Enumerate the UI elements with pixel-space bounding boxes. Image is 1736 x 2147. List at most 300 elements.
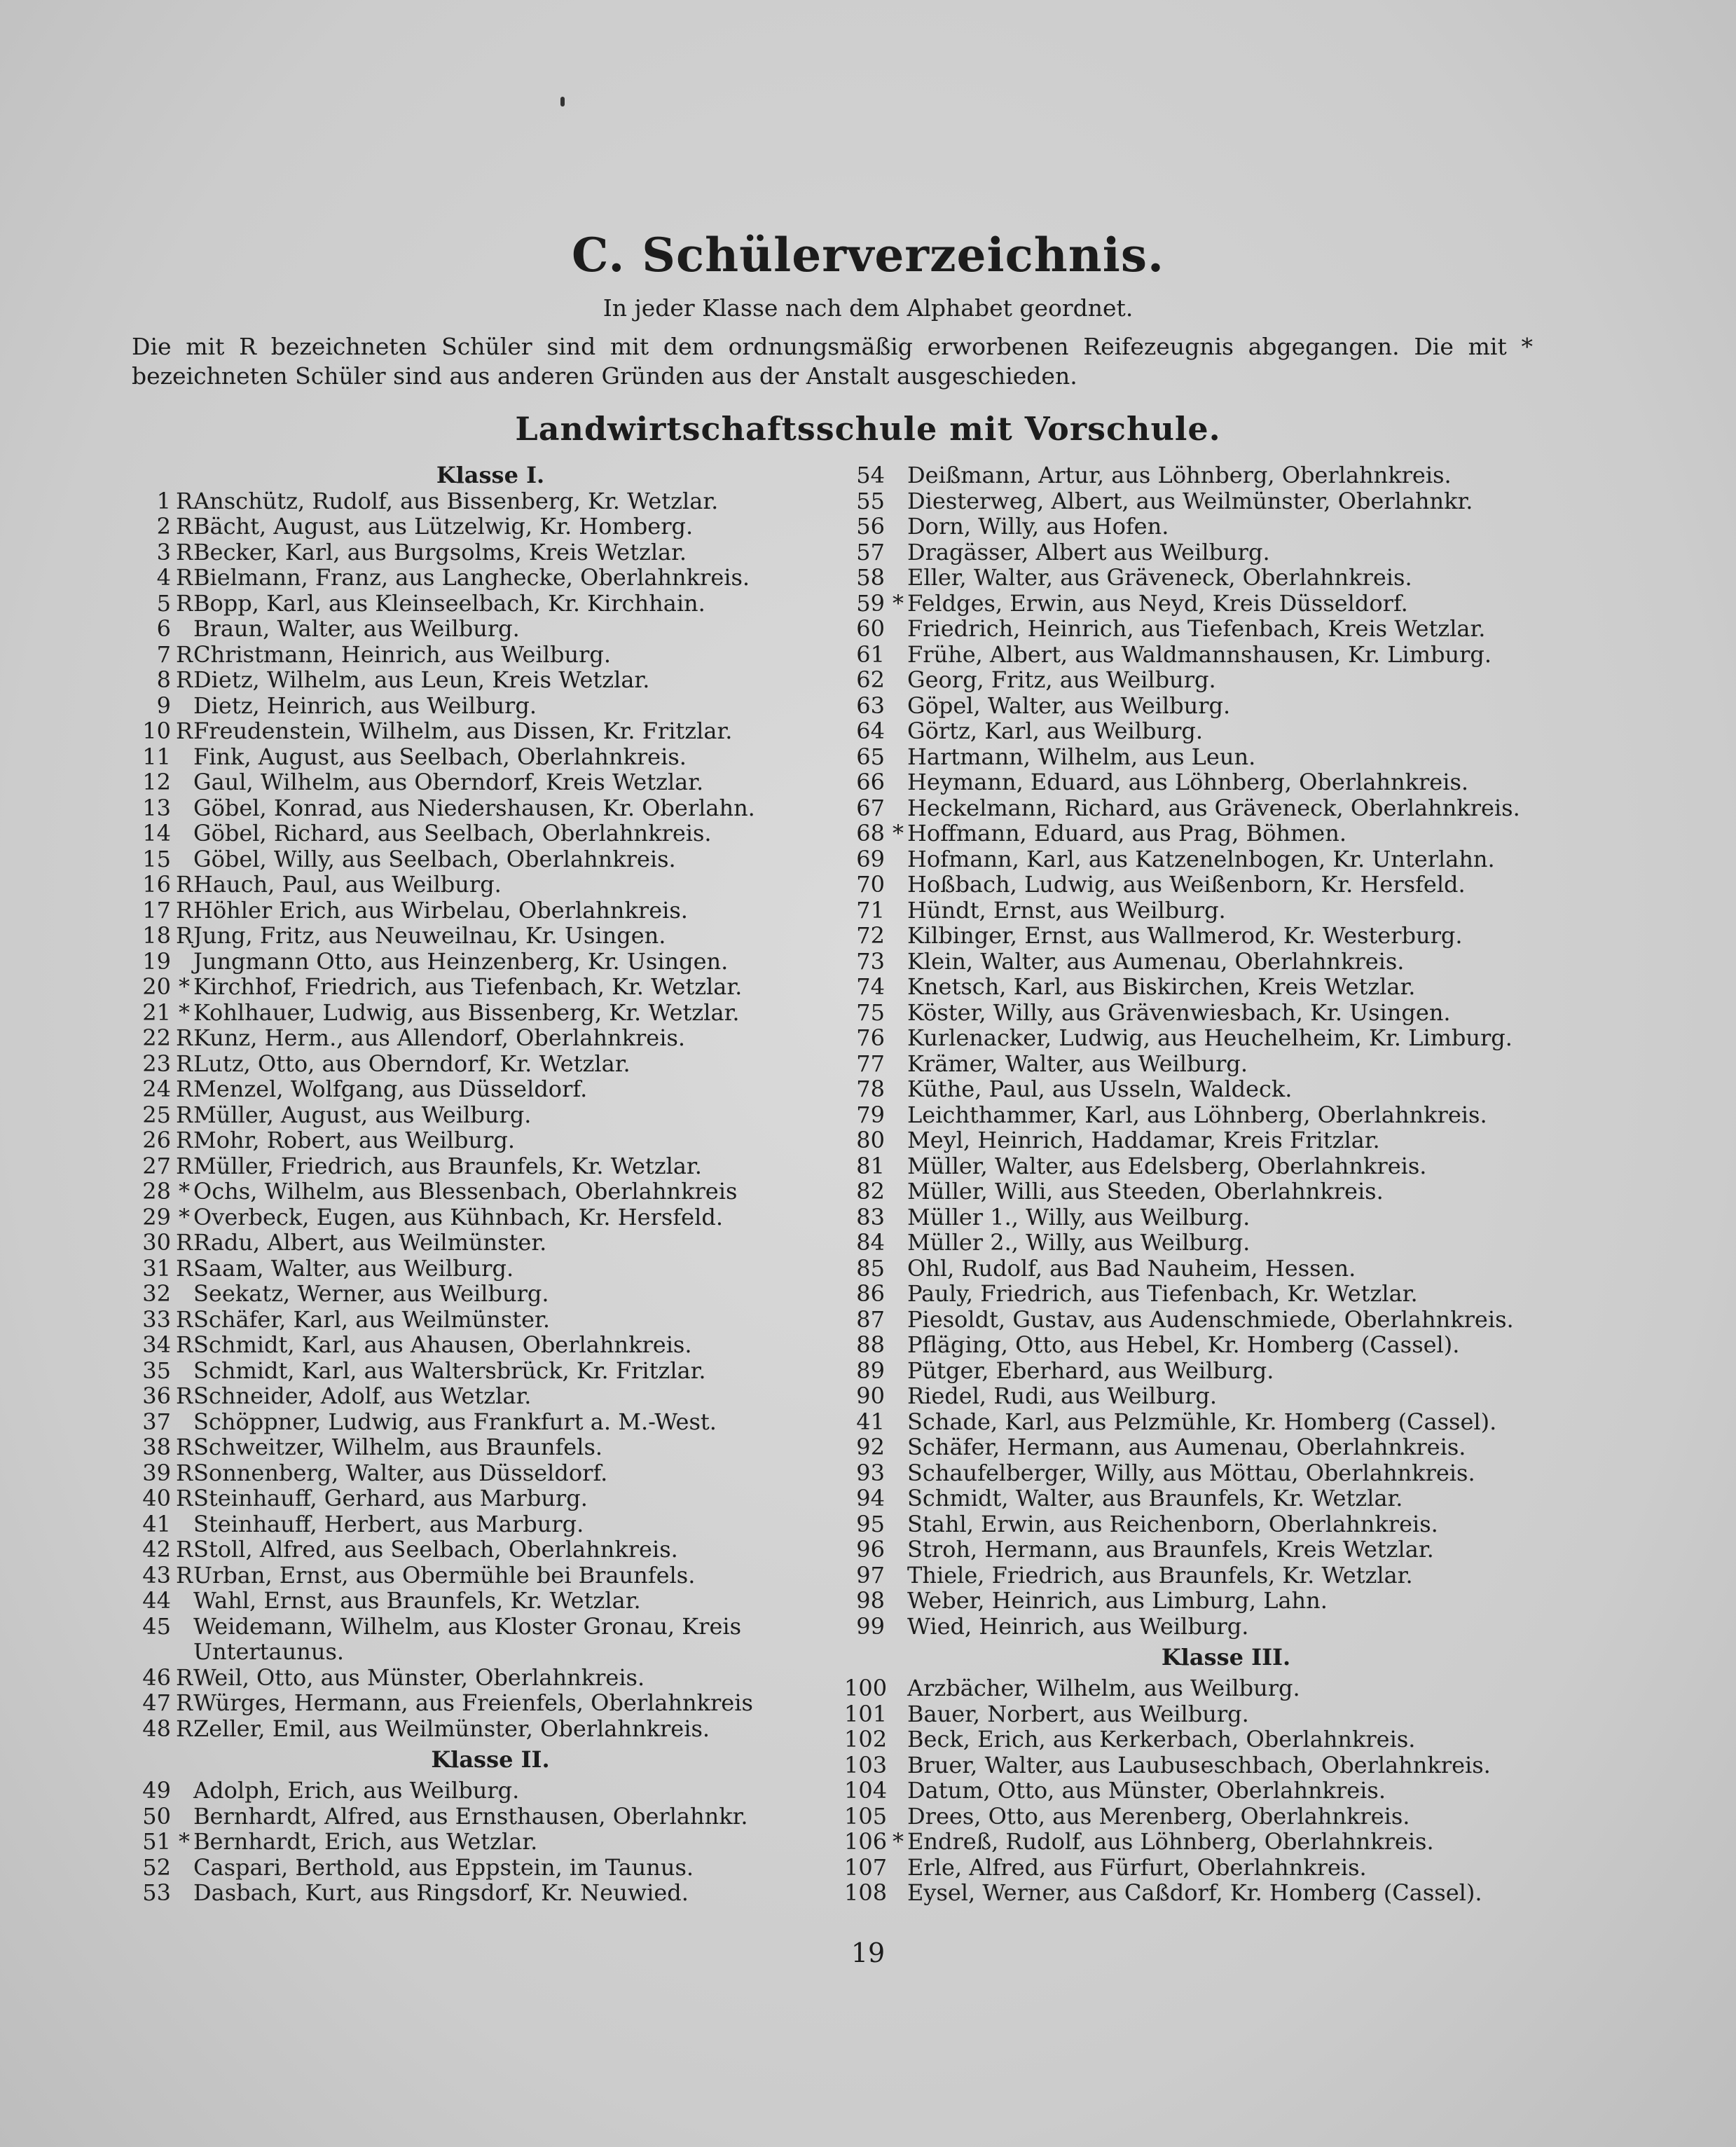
entry-continuation: Untertaunus. [193, 1638, 345, 1665]
entry-number: 84 [856, 1229, 885, 1256]
page-title: C. Schülerverzeichnis. [571, 228, 1164, 282]
entry-mark: * [893, 1828, 904, 1855]
entry-number: 73 [856, 947, 885, 975]
entry-name: Hoffmann, Eduard, aus Prag, Böhmen. [907, 820, 1347, 846]
entry-name: Köster, Willy, aus Grävenwiesbach, Kr. Usingen. [907, 999, 1451, 1026]
student-entry [844, 1102, 1608, 1128]
student-entry [844, 1727, 1608, 1752]
entry-name: Eller, Walter, aus Gräveneck, Oberlahnkreis. [907, 564, 1412, 591]
entry-mark [175, 821, 193, 846]
entry-number: 97 [856, 1561, 885, 1589]
entry-mark [889, 949, 907, 975]
entry-mark [889, 1332, 907, 1358]
entry-number: 38 [142, 1434, 171, 1460]
entry-name: Steinhauff, Gerhard, aus Marburg. [193, 1485, 588, 1511]
entry-number: 27 [142, 1152, 171, 1179]
entry-name: Stroh, Hermann, aus Braunfels, Kreis Wetzlar. [907, 1536, 1434, 1563]
entry-mark [889, 1051, 907, 1077]
entry-name: Leichthammer, Karl, aus Löhnberg, Oberlahnkreis. [907, 1101, 1487, 1128]
student-entry [140, 1000, 841, 1026]
entry-number: 71 [856, 896, 885, 924]
entry-mark: R [175, 1152, 193, 1179]
entry-mark [889, 1153, 907, 1179]
entry-number: 106 [844, 1828, 888, 1855]
entry-number: 36 [142, 1383, 171, 1409]
entry-name: Schäfer, Hermann, aus Aumenau, Oberlahnkreis. [907, 1434, 1466, 1460]
entry-name: Müller 1., Willy, aus Weilburg. [907, 1203, 1251, 1230]
entry-name: Göbel, Willy, aus Seelbach, Oberlahnkreis. [193, 845, 676, 872]
entry-mark: R [175, 922, 193, 949]
entry-name: Schneider, Adolf, aus Wetzlar. [193, 1383, 532, 1409]
entry-mark [889, 514, 907, 540]
student-entry [844, 1880, 1608, 1906]
entry-mark [889, 1804, 907, 1830]
entry-mark [889, 1778, 907, 1804]
page-number: 19 [850, 1937, 886, 1968]
student-entry [140, 1690, 841, 1716]
student-entry [140, 1537, 841, 1563]
entry-number: 24 [142, 1076, 171, 1102]
entry-mark [175, 769, 193, 795]
student-entry [140, 1256, 841, 1282]
entry-mark: * [179, 1178, 190, 1205]
entry-mark: R [175, 1664, 193, 1691]
entry-name: Pütger, Eberhard, aus Weilburg. [907, 1357, 1274, 1384]
student-entry [844, 1752, 1608, 1778]
student-entry [140, 795, 841, 821]
entry-number: 41 [142, 1510, 171, 1537]
entry-name: Bächt, August, aus Lützelwig, Kr. Homberg. [193, 513, 694, 540]
entry-number: 69 [856, 845, 885, 872]
entry-name: Ochs, Wilhelm, aus Blessenbach, Oberlahnkreis [193, 1178, 738, 1205]
entry-mark [889, 1230, 907, 1256]
entry-number: 72 [856, 922, 885, 949]
entry-number: 4 [156, 564, 171, 591]
entry-number: 2 [156, 513, 171, 540]
entry-mark: R [175, 1024, 193, 1051]
entry-mark [889, 693, 907, 719]
student-entry [844, 642, 1608, 668]
entry-number: 96 [856, 1536, 885, 1563]
student-entry [844, 1179, 1608, 1205]
entry-name: Anschütz, Rudolf, aus Bissenberg, Kr. Wetzlar. [193, 487, 719, 514]
entry-name: Mohr, Robert, aus Weilburg. [193, 1127, 516, 1153]
entry-name: Müller, Willi, aus Steeden, Oberlahnkreis. [907, 1178, 1384, 1205]
entry-mark [889, 1701, 907, 1727]
intro-paragraph: Die mit R bezeichneten Schüler sind mit dem ordnungsmäßig erworbenen Reifezeugnis abgegangen. Die mit * bezeichneten Schüler sind aus anderen Gründen aus der Anstalt ausgeschieden. [132, 333, 1533, 390]
entry-number: 63 [856, 692, 885, 719]
entry-number: 20 [142, 973, 171, 1000]
entry-mark [889, 1614, 907, 1640]
student-entry [140, 1563, 841, 1589]
entry-name: Becker, Karl, aus Burgsolms, Kreis Wetzlar. [193, 538, 687, 565]
klasse-heading: Klasse II. [431, 1746, 550, 1773]
entry-name: Bernhardt, Erich, aus Wetzlar. [193, 1828, 538, 1855]
entry-number: 31 [142, 1254, 171, 1282]
student-entry [140, 1665, 841, 1691]
entry-mark: R [175, 1076, 193, 1102]
entry-number: 98 [856, 1587, 885, 1614]
entry-mark: R [175, 513, 193, 540]
student-entry [844, 565, 1608, 591]
student-entry [140, 1855, 841, 1881]
student-entry [140, 1076, 841, 1102]
entry-mark [889, 1358, 907, 1384]
entry-name: Ohl, Rudolf, aus Bad Nauheim, Hessen. [907, 1254, 1356, 1282]
entry-name: Gaul, Wilhelm, aus Oberndorf, Kreis Wetzlar. [193, 769, 704, 795]
entry-name: Adolph, Erich, aus Weilburg. [193, 1777, 520, 1804]
entry-name: Schmidt, Walter, aus Braunfels, Kr. Wetzlar. [907, 1485, 1403, 1511]
page-subtitle: In jeder Klasse nach dem Alphabet geordnet. [602, 294, 1134, 322]
entry-number: 107 [844, 1853, 888, 1881]
entry-name: Schöppner, Ludwig, aus Frankfurt a. M.-West. [193, 1408, 717, 1435]
entry-name: Schmidt, Karl, aus Ahausen, Oberlahnkreis. [193, 1331, 692, 1358]
student-entry [140, 1409, 841, 1435]
entry-name: Stahl, Erwin, aus Reichenborn, Oberlahnkreis. [907, 1510, 1438, 1537]
student-entry [844, 1829, 1608, 1855]
entry-number: 21 [142, 999, 171, 1026]
entry-number: 65 [856, 743, 885, 770]
entry-mark [889, 1511, 907, 1537]
entry-name: Radu, Albert, aus Weilmünster. [193, 1229, 547, 1256]
entry-number: 102 [844, 1726, 888, 1752]
entry-mark [175, 1281, 193, 1307]
entry-number: 92 [856, 1434, 885, 1460]
student-entry [140, 1127, 841, 1153]
student-entry [140, 616, 841, 642]
entry-number: 7 [156, 640, 171, 668]
entry-mark [889, 667, 907, 693]
entry-name: Lutz, Otto, aus Oberndorf, Kr. Wetzlar. [193, 1050, 631, 1077]
student-entry [140, 1205, 841, 1230]
entry-mark [889, 616, 907, 642]
student-entry [844, 667, 1608, 693]
entry-number: 54 [856, 462, 885, 488]
entry-name: Stoll, Alfred, aus Seelbach, Oberlahnkreis. [193, 1536, 678, 1563]
entry-number: 33 [142, 1305, 171, 1333]
student-entry [140, 1614, 841, 1640]
school-heading: Landwirtschaftsschule mit Vorschule. [515, 410, 1221, 448]
entry-number: 76 [856, 1024, 885, 1051]
student-entry [844, 795, 1608, 821]
entry-name: Hofmann, Karl, aus Katzenelnbogen, Kr. Unterlahn. [907, 845, 1495, 872]
entry-name: Würges, Hermann, aus Freienfels, Oberlahnkreis [193, 1689, 753, 1716]
entry-mark: R [175, 640, 193, 668]
student-entry [844, 1778, 1608, 1804]
entry-number: 59 [856, 589, 885, 617]
entry-mark [175, 949, 193, 975]
entry-name: Krämer, Walter, aus Weilburg. [907, 1050, 1248, 1077]
entry-mark [175, 693, 193, 719]
student-entry [140, 1102, 841, 1128]
entry-name: Dietz, Heinrich, aus Weilburg. [193, 692, 537, 719]
entry-name: Hündt, Ernst, aus Weilburg. [907, 896, 1226, 924]
entry-mark [889, 1025, 907, 1051]
student-entry [140, 898, 841, 924]
student-entry [140, 1434, 841, 1460]
entry-name: Müller, August, aus Weilburg. [193, 1101, 532, 1128]
entry-number: 108 [844, 1879, 888, 1906]
entry-number: 58 [856, 564, 885, 591]
entry-name: Heckelmann, Richard, aus Gräveneck, Oberlahnkreis. [907, 794, 1520, 821]
entry-name: Göbel, Richard, aus Seelbach, Oberlahnkreis. [193, 820, 712, 846]
entry-number: 60 [856, 615, 885, 642]
entry-number: 89 [856, 1357, 885, 1384]
entry-mark: R [175, 1050, 193, 1077]
entry-number: 40 [142, 1485, 171, 1511]
student-entry [844, 1358, 1608, 1384]
entry-mark: * [893, 820, 904, 846]
entry-number: 61 [856, 640, 885, 668]
entry-number: 10 [142, 718, 171, 744]
student-entry [844, 1804, 1608, 1830]
entry-mark [889, 1256, 907, 1282]
student-entry [140, 1778, 841, 1804]
entry-mark [889, 1752, 907, 1778]
student-entry [140, 1804, 841, 1830]
entry-name: Pfläging, Otto, aus Hebel, Kr. Homberg (Cassel). [907, 1331, 1460, 1358]
entry-number: 17 [142, 896, 171, 924]
entry-mark [175, 616, 193, 642]
entry-number: 39 [142, 1459, 171, 1486]
student-entry [844, 1307, 1608, 1333]
student-entry [140, 540, 841, 565]
student-entry [844, 1153, 1608, 1179]
entry-name: Wahl, Ernst, aus Braunfels, Kr. Wetzlar. [193, 1587, 641, 1614]
entry-number: 55 [856, 487, 885, 514]
entry-number: 94 [856, 1485, 885, 1511]
entry-number: 45 [142, 1612, 171, 1640]
entry-number: 86 [856, 1280, 885, 1307]
entry-mark [889, 1281, 907, 1307]
student-entry [844, 1000, 1608, 1026]
entry-name: Arzbächer, Wilhelm, aus Weilburg. [907, 1675, 1300, 1701]
entry-mark [889, 1179, 907, 1205]
student-entry [844, 1486, 1608, 1511]
student-entry [140, 1281, 841, 1307]
entry-number: 90 [856, 1383, 885, 1409]
entry-name: Höhler Erich, aus Wirbelau, Oberlahnkreis. [193, 896, 688, 924]
entry-mark: R [175, 1485, 193, 1511]
student-entry [844, 974, 1608, 1000]
entry-mark: R [175, 1689, 193, 1716]
entry-number: 67 [856, 794, 885, 821]
entry-mark [889, 642, 907, 668]
entry-number: 34 [142, 1331, 171, 1358]
student-entry [140, 1880, 841, 1906]
student-entry [140, 514, 841, 540]
student-entry [844, 1614, 1608, 1640]
student-entry [140, 923, 841, 949]
entry-number: 50 [142, 1802, 171, 1830]
klasse-heading: Klasse I. [436, 462, 545, 488]
entry-name: Schmidt, Karl, aus Waltersbrück, Kr. Fritzlar. [193, 1357, 706, 1384]
student-entry [140, 1383, 841, 1409]
student-entry [140, 1358, 841, 1384]
entry-number: 62 [856, 666, 885, 693]
entry-mark [889, 1855, 907, 1881]
entry-name: Schweitzer, Wilhelm, aus Braunfels. [193, 1434, 603, 1460]
entry-number: 26 [142, 1127, 171, 1153]
student-entry [844, 1076, 1608, 1102]
entry-name: Piesoldt, Gustav, aus Audenschmiede, Oberlahnkreis. [907, 1305, 1514, 1333]
entry-number: 99 [856, 1612, 885, 1640]
entry-mark [175, 1804, 193, 1830]
entry-name: Sonnenberg, Walter, aus Düsseldorf. [193, 1459, 608, 1486]
student-entry [844, 898, 1608, 924]
entry-name: Hoßbach, Ludwig, aus Weißenborn, Kr. Hersfeld. [907, 871, 1466, 898]
entry-mark: R [175, 718, 193, 744]
entry-number: 47 [142, 1689, 171, 1716]
entry-mark: * [179, 973, 190, 1000]
entry-name: Kunz, Herm., aus Allendorf, Oberlahnkreis. [193, 1024, 686, 1051]
entry-number: 30 [142, 1229, 171, 1256]
student-entry [140, 667, 841, 693]
student-entry [844, 591, 1608, 617]
entry-name: Freudenstein, Wilhelm, aus Dissen, Kr. Fritzlar. [193, 718, 733, 744]
student-entry [140, 1716, 841, 1742]
entry-mark: R [175, 1101, 193, 1128]
entry-name: Bernhardt, Alfred, aus Ernsthausen, Oberlahnkr. [193, 1802, 748, 1830]
entry-number: 12 [142, 769, 171, 795]
student-entry [844, 1537, 1608, 1563]
entry-mark [889, 1076, 907, 1102]
student-entry [844, 1563, 1608, 1589]
entry-name: Schade, Karl, aus Pelzmühle, Kr. Homberg (Cassel). [907, 1408, 1497, 1435]
student-entry [844, 1205, 1608, 1230]
entry-mark: R [175, 589, 193, 617]
entry-number: 81 [856, 1152, 885, 1179]
entry-name: Weidemann, Wilhelm, aus Kloster Gronau, Kreis [193, 1612, 742, 1640]
entry-number: 42 [142, 1536, 171, 1563]
entry-number: 56 [856, 513, 885, 540]
student-entry [140, 1051, 841, 1077]
entry-mark [889, 1102, 907, 1128]
entry-name: Deißmann, Artur, aus Löhnberg, Oberlahnkreis. [907, 462, 1452, 488]
student-entry [844, 769, 1608, 795]
entry-mark [889, 1409, 907, 1435]
entry-name: Jung, Fritz, aus Neuweilnau, Kr. Usingen. [193, 922, 666, 949]
entry-name: Müller, Walter, aus Edelsberg, Oberlahnkreis. [907, 1152, 1427, 1179]
entry-number: 37 [142, 1408, 171, 1435]
entry-name: Urban, Ernst, aus Obermühle bei Braunfels. [193, 1561, 696, 1589]
entry-mark [175, 1855, 193, 1881]
entry-mark: R [175, 871, 193, 898]
student-entry [844, 1855, 1608, 1881]
student-entry [844, 744, 1608, 770]
klasse-heading: Klasse III. [1161, 1644, 1291, 1671]
entry-mark [889, 1127, 907, 1153]
entry-number: 74 [856, 973, 885, 1000]
student-entry [844, 718, 1608, 744]
entry-number: 28 [142, 1178, 171, 1205]
entry-mark [889, 1588, 907, 1614]
entry-number: 16 [142, 871, 171, 898]
entry-number: 44 [142, 1587, 171, 1614]
entry-mark: R [175, 1459, 193, 1486]
entry-name: Schaufelberger, Willy, aus Möttau, Oberlahnkreis. [907, 1459, 1475, 1486]
entry-mark [889, 1880, 907, 1906]
entry-mark: R [175, 1229, 193, 1256]
entry-number: 52 [142, 1853, 171, 1881]
entry-name: Heymann, Eduard, aus Löhnberg, Oberlahnkreis. [907, 769, 1469, 795]
entry-name: Hartmann, Wilhelm, aus Leun. [907, 743, 1256, 770]
entry-number: 29 [142, 1203, 171, 1230]
entry-mark [175, 1588, 193, 1614]
entry-name: Georg, Fritz, aus Weilburg. [907, 666, 1216, 693]
entry-name: Hauch, Paul, aus Weilburg. [193, 871, 502, 898]
student-entry [140, 693, 841, 719]
entry-name: Erle, Alfred, aus Fürfurt, Oberlahnkreis. [907, 1853, 1367, 1881]
entry-name: Beck, Erich, aus Kerkerbach, Oberlahnkreis. [907, 1726, 1416, 1752]
entry-number: 15 [142, 845, 171, 872]
entry-number: 13 [142, 794, 171, 821]
entry-number: 83 [856, 1203, 885, 1230]
entry-mark [889, 565, 907, 591]
entry-mark: * [179, 1203, 190, 1230]
entry-mark: R [175, 487, 193, 514]
ink-speck [560, 97, 565, 107]
entry-name: Thiele, Friedrich, aus Braunfels, Kr. Wetzlar. [907, 1561, 1413, 1589]
entry-name: Küthe, Paul, aus Usseln, Waldeck. [907, 1076, 1293, 1102]
entry-number: 8 [156, 666, 171, 693]
entry-name: Bauer, Norbert, aus Weilburg. [907, 1700, 1249, 1727]
entry-name: Dasbach, Kurt, aus Ringsdorf, Kr. Neuwied. [193, 1879, 689, 1906]
entry-mark [889, 872, 907, 898]
entry-mark [889, 1563, 907, 1589]
entry-mark [889, 1675, 907, 1701]
entry-mark: R [175, 1383, 193, 1409]
entry-name: Endreß, Rudolf, aus Löhnberg, Oberlahnkreis. [907, 1828, 1434, 1855]
entry-mark [889, 1460, 907, 1486]
entry-mark: R [175, 1715, 193, 1742]
entry-mark [889, 718, 907, 744]
entry-name: Overbeck, Eugen, aus Kühnbach, Kr. Hersfeld. [193, 1203, 723, 1230]
entry-number: 82 [856, 1178, 885, 1205]
entry-mark [175, 1614, 193, 1640]
entry-number: 80 [856, 1127, 885, 1153]
entry-mark [889, 488, 907, 514]
student-entry [140, 1486, 841, 1511]
entry-name: Drees, Otto, aus Merenberg, Oberlahnkreis. [907, 1802, 1410, 1830]
entry-mark [175, 1358, 193, 1384]
entry-mark [889, 1383, 907, 1409]
entry-number: 95 [856, 1510, 885, 1537]
entry-number: 43 [142, 1561, 171, 1589]
entry-name: Feldges, Erwin, aus Neyd, Kreis Düsseldorf. [907, 589, 1408, 617]
entry-name: Zeller, Emil, aus Weilmünster, Oberlahnkreis. [193, 1715, 710, 1742]
student-entry [844, 1332, 1608, 1358]
entry-mark [889, 1486, 907, 1511]
entry-mark: * [179, 999, 190, 1026]
entry-number: 5 [156, 589, 171, 617]
entry-number: 77 [856, 1050, 885, 1077]
entry-number: 51 [142, 1828, 171, 1855]
entry-name: Bopp, Karl, aus Kleinseelbach, Kr. Kirchhain. [193, 589, 705, 617]
entry-mark [889, 923, 907, 949]
entry-number: 18 [142, 922, 171, 949]
student-entry [140, 744, 841, 770]
student-entry [140, 1588, 841, 1614]
entry-name: Riedel, Rudi, aus Weilburg. [907, 1383, 1218, 1409]
entry-name: Kirchhof, Friedrich, aus Tiefenbach, Kr. Wetzlar. [193, 973, 743, 1000]
student-entry [844, 1051, 1608, 1077]
entry-name: Müller, Friedrich, aus Braunfels, Kr. Wetzlar. [193, 1152, 702, 1179]
entry-name: Kilbinger, Ernst, aus Wallmerod, Kr. Westerburg. [907, 922, 1463, 949]
entry-mark [889, 744, 907, 770]
student-entry [844, 540, 1608, 565]
student-entry [844, 1127, 1608, 1153]
